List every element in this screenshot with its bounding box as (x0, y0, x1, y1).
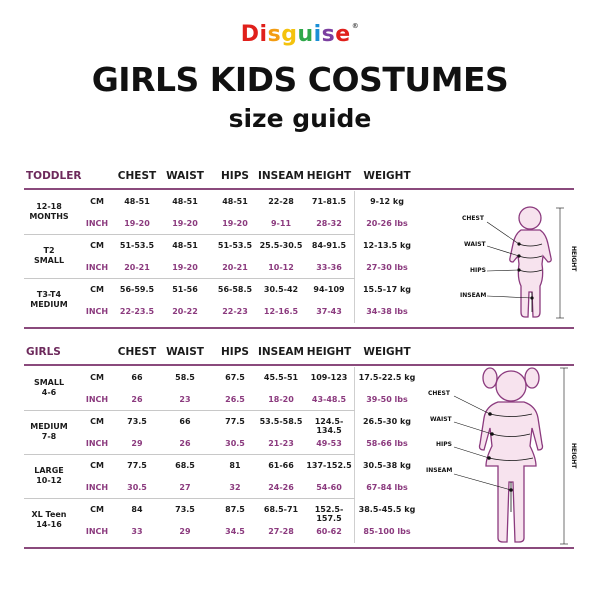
brand-logo (0, 22, 600, 47)
cell-weight-cm: 15.5-17 kg (362, 285, 412, 294)
cell-hips-cm: 77.5 (225, 417, 245, 426)
unit-label-inch: INCH (85, 219, 109, 228)
cell-hips-cm: 48-51 (222, 197, 248, 206)
cell-hips-inch: 19-20 (222, 219, 248, 228)
cell-waist-cm: 68.5 (175, 461, 195, 470)
logo-letter: D (240, 22, 260, 47)
unit-label-cm: CM (90, 417, 104, 426)
cell-inseam-inch: 9-11 (270, 219, 292, 228)
size-label-line: MONTHS (29, 212, 69, 221)
toddler-header-rule (24, 188, 574, 190)
cell-weight-cm: 38.5-45.5 kg (358, 505, 416, 514)
size-label-line: 4-6 (41, 388, 57, 397)
cell-waist-inch: 27 (179, 483, 191, 492)
cell-inseam-cm: 61-66 (268, 461, 294, 470)
size-label-line: 12-18 (36, 202, 62, 211)
logo-letter: i (259, 22, 268, 47)
registered-mark: ® (351, 22, 360, 30)
cell-chest-cm: 48-51 (124, 197, 150, 206)
size-label-line: SMALL (33, 256, 65, 265)
column-header-hips: HIPS (221, 346, 249, 358)
cell-waist-cm: 58.5 (175, 373, 195, 382)
cell-chest-cm: 66 (131, 373, 143, 382)
column-header-inseam: INSEAM (257, 170, 304, 182)
cell-weight-inch: 27-30 lbs (366, 263, 408, 272)
unit-label-inch: INCH (85, 395, 109, 404)
unit-label-cm: CM (90, 285, 104, 294)
cell-inseam-inch: 24-26 (268, 483, 294, 492)
cell-height-cm: 71-81.5 (311, 197, 347, 206)
column-header-chest: CHEST (117, 170, 157, 182)
cell-waist-inch: 29 (179, 527, 191, 536)
cell-hips-inch: 20-21 (222, 263, 248, 272)
cell-height-cm: 84-91.5 (311, 241, 347, 250)
toddler-waist-label: WAIST (464, 241, 486, 248)
unit-label-inch: INCH (85, 527, 109, 536)
cell-hips-inch: 32 (229, 483, 241, 492)
column-header-weight: WEIGHT (363, 170, 411, 182)
cell-waist-cm: 73.5 (175, 505, 195, 514)
cell-waist-inch: 26 (179, 439, 191, 448)
size-label-line: XL Teen (31, 510, 67, 519)
cell-weight-inch: 39-50 lbs (366, 395, 408, 404)
cell-inseam-cm: 53.5-58.5 (259, 417, 303, 426)
cell-inseam-cm: 25.5-30.5 (259, 241, 303, 250)
cell-height-inch: 54-60 (316, 483, 342, 492)
size-label-line: LARGE (34, 466, 64, 475)
cell-hips-inch: 30.5 (225, 439, 245, 448)
cell-inseam-cm: 45.5-51 (263, 373, 299, 382)
unit-label-inch: INCH (85, 439, 109, 448)
cell-chest-inch: 29 (131, 439, 143, 448)
logo-letter: s (321, 22, 336, 47)
cell-chest-inch: 30.5 (127, 483, 147, 492)
cell-weight-inch: 58-66 lbs (366, 439, 408, 448)
cell-height-inch: 37-43 (316, 307, 342, 316)
toddler-hips-label: HIPS (470, 267, 486, 274)
cell-waist-inch: 20-22 (172, 307, 198, 316)
cell-hips-inch: 22-23 (222, 307, 248, 316)
cell-hips-cm: 56-58.5 (217, 285, 253, 294)
column-header-chest: CHEST (117, 346, 157, 358)
size-label-line: T3-T4 (36, 290, 62, 299)
girls-footer-rule (24, 547, 574, 549)
unit-label-cm: CM (90, 197, 104, 206)
cell-chest-inch: 33 (131, 527, 143, 536)
girl-waist-label: WAIST (430, 416, 452, 423)
column-header-height: HEIGHT (306, 170, 352, 182)
cell-height-cm: 124.5-134.5 (314, 417, 344, 435)
unit-label-inch: INCH (85, 483, 109, 492)
unit-label-cm: CM (90, 373, 104, 382)
unit-label-cm: CM (90, 241, 104, 250)
cell-inseam-inch: 27-28 (268, 527, 294, 536)
unit-label-cm: CM (90, 461, 104, 470)
cell-chest-inch: 19-20 (124, 219, 150, 228)
size-label-line: 14-16 (36, 520, 62, 529)
cell-waist-inch: 19-20 (172, 219, 198, 228)
column-header-waist: WAIST (166, 170, 204, 182)
cell-hips-cm: 51-53.5 (217, 241, 253, 250)
cell-weight-inch: 67-84 lbs (366, 483, 408, 492)
cell-weight-cm: 30.5-38 kg (362, 461, 412, 470)
cell-chest-inch: 26 (131, 395, 143, 404)
cell-waist-cm: 51-56 (172, 285, 198, 294)
girls-header (0, 343, 600, 363)
cell-hips-cm: 87.5 (225, 505, 245, 514)
cell-chest-cm: 77.5 (127, 461, 147, 470)
cell-waist-cm: 66 (179, 417, 191, 426)
logo-letter: e (335, 22, 351, 47)
column-header-inseam: INSEAM (257, 346, 304, 358)
cell-height-inch: 33-36 (316, 263, 342, 272)
unit-label-inch: INCH (85, 307, 109, 316)
logo-letter: u (297, 22, 314, 47)
cell-inseam-inch: 12-16.5 (263, 307, 299, 316)
toddler-header (0, 167, 600, 187)
cell-waist-inch: 19-20 (172, 263, 198, 272)
cell-inseam-cm: 68.5-71 (263, 505, 299, 514)
cell-chest-inch: 20-21 (124, 263, 150, 272)
unit-label-cm: CM (90, 505, 104, 514)
cell-weight-cm: 26.5-30 kg (362, 417, 412, 426)
cell-chest-cm: 73.5 (127, 417, 147, 426)
cell-weight-cm: 12-13.5 kg (362, 241, 412, 250)
cell-height-cm: 152.5-157.5 (314, 505, 344, 523)
size-label-line: 7-8 (41, 432, 57, 441)
cell-height-inch: 49-53 (316, 439, 342, 448)
toddler-inseam-label: INSEAM (460, 292, 487, 299)
page-subtitle: size guide (228, 104, 372, 133)
cell-hips-inch: 34.5 (225, 527, 245, 536)
cell-weight-inch: 34-38 lbs (366, 307, 408, 316)
page-title: GIRLS KIDS COSTUMES (91, 60, 509, 99)
size-label-line: MEDIUM (30, 300, 68, 309)
toddler-label: TODDLER (26, 170, 82, 182)
column-header-hips: HIPS (221, 170, 249, 182)
unit-label-inch: INCH (85, 263, 109, 272)
cell-inseam-inch: 21-23 (268, 439, 294, 448)
cell-height-cm: 94-109 (313, 285, 345, 294)
cell-inseam-cm: 22-28 (268, 197, 294, 206)
cell-chest-cm: 51-53.5 (119, 241, 155, 250)
cell-hips-cm: 81 (229, 461, 241, 470)
cell-weight-inch: 20-26 lbs (366, 219, 408, 228)
cell-height-inch: 43-48.5 (311, 395, 347, 404)
column-header-height: HEIGHT (306, 346, 352, 358)
cell-inseam-cm: 30.5-42 (263, 285, 299, 294)
column-header-waist: WAIST (166, 346, 204, 358)
column-header-weight: WEIGHT (363, 346, 411, 358)
size-label-line: MEDIUM (30, 422, 68, 431)
cell-inseam-inch: 18-20 (268, 395, 294, 404)
cell-inseam-inch: 10-12 (268, 263, 294, 272)
cell-waist-inch: 23 (179, 395, 191, 404)
girl-height-label: HEIGHT (570, 443, 577, 469)
cell-chest-cm: 56-59.5 (119, 285, 155, 294)
cell-chest-cm: 84 (131, 505, 143, 514)
size-label-line: SMALL (33, 378, 65, 387)
girl-hips-label: HIPS (436, 441, 452, 448)
girl-chest-label: CHEST (428, 390, 450, 397)
logo-letter: g (281, 22, 298, 47)
cell-height-cm: 109-123 (310, 373, 348, 382)
toddler-chest-label: CHEST (462, 215, 484, 222)
cell-hips-inch: 26.5 (225, 395, 245, 404)
cell-height-cm: 137-152.5 (306, 461, 352, 470)
logo-letter: s (267, 22, 282, 47)
toddler-height-label: HEIGHT (570, 246, 577, 272)
cell-weight-inch: 85-100 lbs (363, 527, 411, 536)
cell-hips-cm: 67.5 (225, 373, 245, 382)
cell-chest-inch: 22-23.5 (119, 307, 155, 316)
cell-height-inch: 60-62 (316, 527, 342, 536)
size-label-line: 10-12 (36, 476, 62, 485)
cell-waist-cm: 48-51 (172, 241, 198, 250)
logo-letter: i (313, 22, 322, 47)
cell-height-inch: 28-32 (316, 219, 342, 228)
cell-weight-cm: 9-12 kg (370, 197, 404, 206)
size-label-line: T2 (43, 246, 55, 255)
cell-waist-cm: 48-51 (172, 197, 198, 206)
cell-weight-cm: 17.5-22.5 kg (358, 373, 416, 382)
girl-inseam-label: INSEAM (426, 467, 453, 474)
girls-label: GIRLS (26, 346, 61, 358)
girl-figure (440, 362, 590, 547)
